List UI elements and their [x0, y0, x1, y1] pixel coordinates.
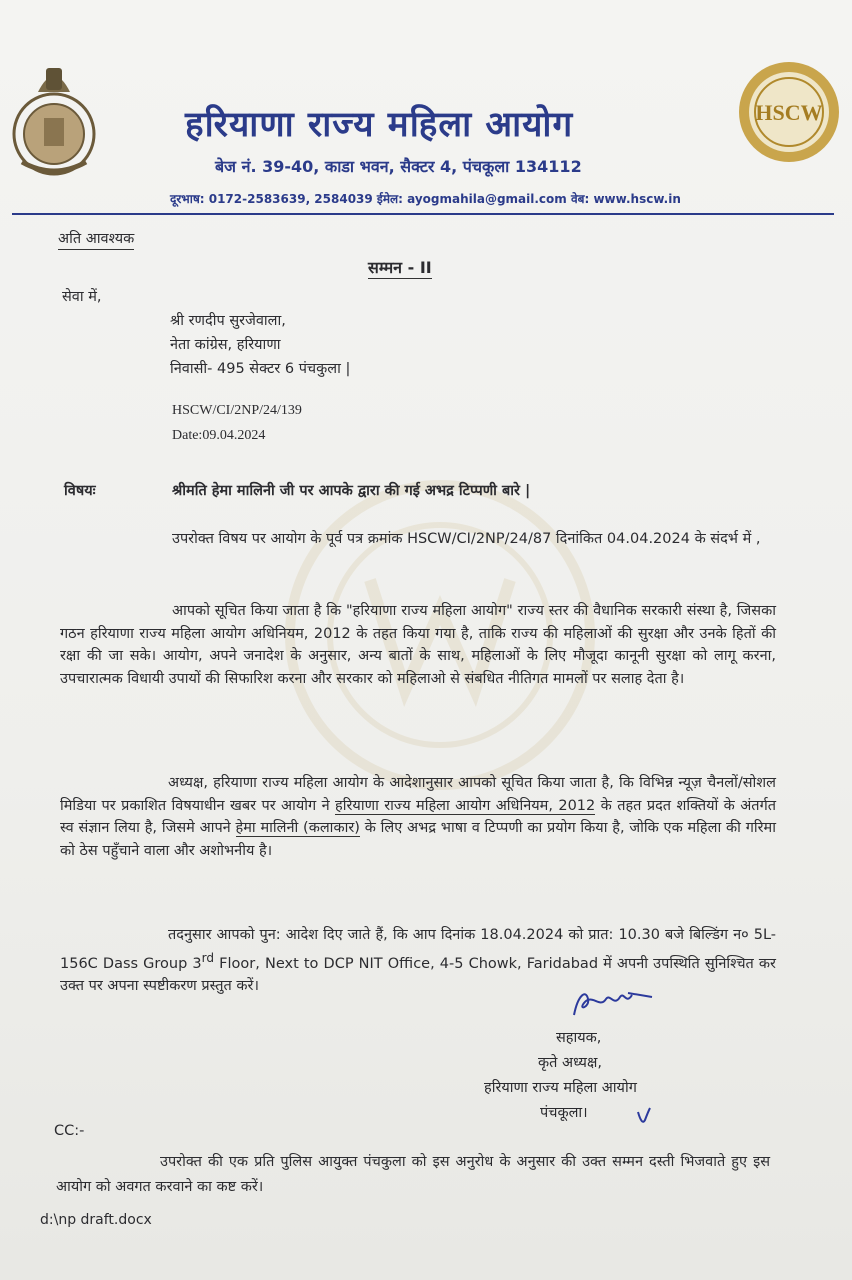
- org-contact: दूरभाष: 0172-2583639, 2584039 ईमेल: ayogmahila@gmail.com वेब: www.hscw.in: [170, 192, 681, 206]
- salutation: सेवा में,: [62, 289, 102, 305]
- reference-number: HSCW/CI/2NP/24/139: [172, 403, 302, 418]
- signoff-line: पंचकूला।: [540, 1105, 588, 1121]
- reference-paragraph: उपरोक्त विषय पर आयोग के पूर्व पत्र क्रमांक HSCW/CI/2NP/24/87 दिनांकित 04.04.2024 के संदर्भ में ,: [172, 531, 761, 547]
- signoff-line: हरियाणा राज्य महिला आयोग: [484, 1080, 637, 1096]
- signature-icon: [566, 985, 656, 1021]
- urgent-label: अति आवश्यक: [58, 228, 134, 250]
- cc-label: CC:-: [54, 1123, 85, 1139]
- signoff-line: कृते अध्यक्ष,: [538, 1055, 602, 1071]
- org-address: बेज नं. 39-40, काडा भवन, सैक्टर 4, पंचकूला 134112: [215, 157, 582, 176]
- initial-mark-icon: [636, 1106, 652, 1128]
- addressee-line: श्री रणदीप सुरजेवाला,: [170, 313, 286, 329]
- seal-text: HSCW: [755, 100, 823, 125]
- body-paragraph-intro: आपको सूचित किया जाता है कि "हरियाणा राज्य महिला आयोग" राज्य स्तर की वैधानिक सरकारी संस्था है, जिसका गठन हरियाणा राज्य महिला आयोग अधिनियम, 2012 के तहत किया गया है, ताकि राज्य की महिलाओं की सुरक्षा और उनके हितों की रक्षा की जा सके। आयोग, अपने जनादेश के अनुसार, अन्य बातों के साथ, महिलाओं के लिए मौजूदा कानूनी सुरक्षा को लागू करना, उपचारात्मक विधायी उपायों की सिफारिश करना और सरकार को महिलाओ से संबधित नीतिगत मामलों पर सलाह देता है।: [60, 603, 776, 687]
- paragraph-text: के लिए अभद्र भाषा व टिप्पणी का प्रयोग किया है, जोकि एक महिला की गरिमा को ठेस पहुँचाने वाला और अशोभनीय है।: [60, 820, 776, 859]
- paragraph-text: Floor, Next to DCP NIT Office, 4-5 Chowk, Faridabad में अपनी उपस्थिति सुनिश्चित कर उक्त पर अपना स्पष्टीकरण प्रस्तुत करें।: [60, 955, 776, 994]
- header-divider: [12, 213, 834, 215]
- ordinal-suffix: rd: [201, 950, 215, 965]
- letter-date: Date:09.04.2024: [172, 428, 266, 443]
- summon-title: सम्मन - II: [368, 258, 432, 277]
- state-emblem-icon: [8, 52, 100, 184]
- body-paragraph-notice: [60, 772, 776, 862]
- underlined-act-name: हरियाणा राज्य महिला आयोग अधिनियम, 2012: [335, 797, 596, 814]
- addressee-line: नेता कांग्रेस, हरियाणा: [170, 337, 281, 353]
- addressee-line: निवासी- 495 सेक्टर 6 पंचकुला |: [170, 361, 351, 377]
- paragraph-text: अध्यक्ष, हरियाणा राज्य महिला आयोग के आदेशानुसार आपको सूचित किया जाता है, कि विभिन्न न्यूज़ चैनलों/सोशल मिडिया पर प्रकाशित विषयाधीन खबर पर आयोग ने: [60, 775, 776, 814]
- signoff-line: सहायक,: [556, 1030, 602, 1046]
- subject-text: श्रीमति हेमा मालिनी जी पर आपके द्वारा की गई अभद्र टिप्पणी बारे |: [172, 483, 531, 499]
- org-title: हरियाणा राज्य महिला आयोग: [185, 105, 574, 145]
- subject-label: विषयः: [64, 483, 96, 499]
- paragraph-text: के तहत प्रदत शक्तियों के अंतर्गत स्व संज्ञान लिया है, जिसमे आपने: [60, 797, 776, 836]
- body-paragraph-order: [60, 924, 776, 997]
- underlined-person-name: हेमा मालिनी (कलाकार): [235, 820, 360, 836]
- paragraph-text: तदनुसार आपको पुन: आदेश दिए जाते हैं, कि आप दिनांक 18.04.2024 को प्रात: 10.30 बजे बिल्डिंग न० 5L- 156C Dass Group 3: [60, 927, 776, 972]
- hscw-seal-icon: [735, 58, 843, 166]
- file-path: d:\np draft.docx: [40, 1212, 152, 1228]
- cc-paragraph: उपरोक्त की एक प्रति पुलिस आयुक्त पंचकुला को इस अनुरोध के अनुसार की उक्त सम्मन दस्ती भिजवाते हुए इस आयोग को अवगत करवाने का कष्ट करें।: [56, 1154, 770, 1195]
